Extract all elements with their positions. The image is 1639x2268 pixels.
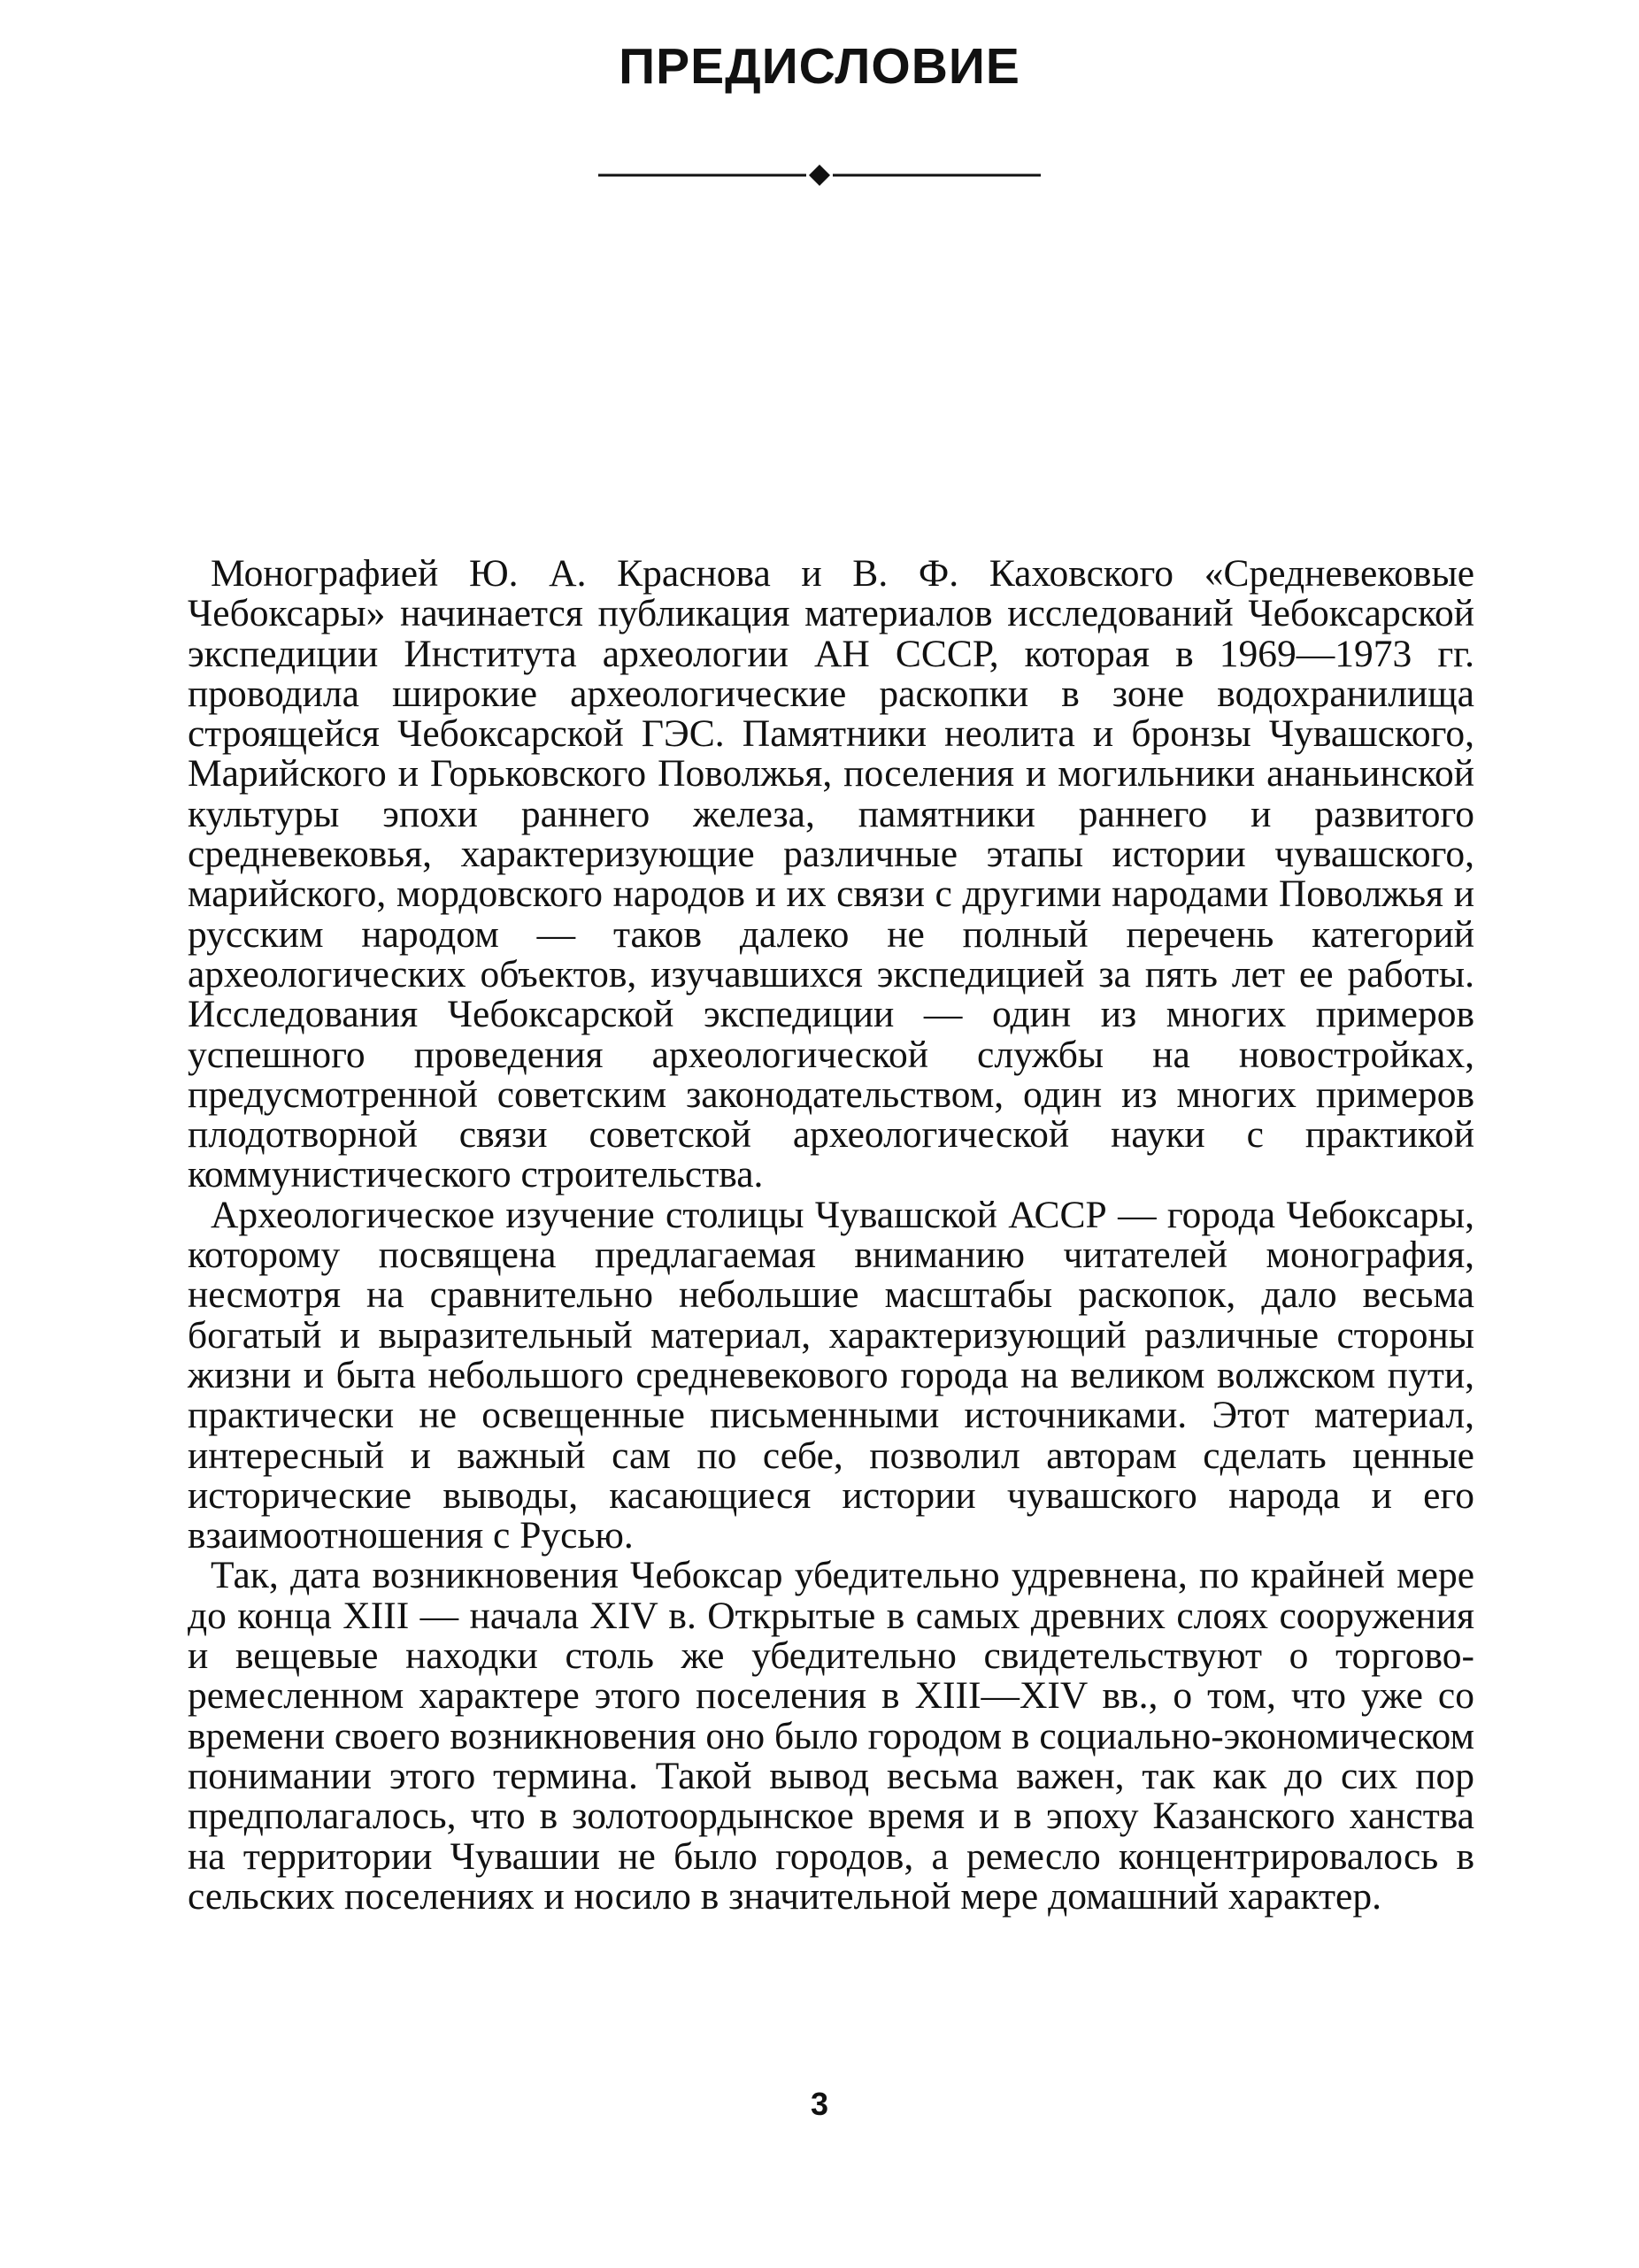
- title-ornament-divider: [598, 162, 1041, 188]
- preface-text: [188, 554, 1474, 1917]
- paragraph-2: Археологическое изучение столицы Чувашской АССР — города Чебоксары, которому посвящена предлагаемая вниманию читателей монография, несмотря на сравнительно небольшие масштабы раскопок, дало весьма богатый и выразительный материал, характеризующий различные стороны жизни и быта небольшого средневекового города на великом волжском пути, практически не освещенные письменными источниками. Этот материал, интересный и важный сам по себе, позволил авторам сделать ценные исторические выводы, касающиеся истории чувашского народа и его взаимоотношения с Русью.: [188, 1193, 1474, 1557]
- paragraph-3: Так, дата возникновения Чебоксар убедительно удревнена, по крайней мере до конца XIII — начала XIV в. Открытые в самых древних слоях сооружения и вещевые находки столь же убедительно свидетельствуют о торгово-ремесленном характере этого поселения в XIII—XIV вв., о том, что уже со времени своего возникновения оно было городом в социально-экономическом понимании этого термина. Такой вывод весьма важен, так как до сих пор предполагалось, что в золотоордынское время и в эпоху Казанского ханства на территории Чувашии не было городов, а ремесло концентрировалось в сельских поселениях и носило в значительной мере домашний характер.: [188, 1554, 1474, 1918]
- ornament-diamond: [809, 165, 830, 186]
- page-number: 3: [810, 2086, 829, 2122]
- page-title: ПРЕДИСЛОВИЕ: [619, 38, 1020, 95]
- paragraph-1: Монографией Ю. А. Краснова и В. Ф. Каховского «Средневековые Чебоксары» начинается публикация материалов исследований Чебоксарской экспедиции Института археологии АН СССР, которая в 1969—1973 гг. проводила широкие археологические раскопки в зоне водохранилища строящейся Чебоксарской ГЭС. Памятники неолита и бронзы Чувашского, Марийского и Горьковского Поволжья, поселения и могильники ананьинской культуры эпохи раннего железа, памятники раннего и развитого средневековья, характеризующие различные этапы истории чувашского, марийского, мордовского народов и их связи с другими народами Поволжья и русским народом — таков далеко не полный перечень категорий археологических объектов, изучавшихся экспедицией за пять лет ее работы. Исследования Чебоксарской экспедиции — один из многих примеров успешного проведения археологической службы на новостройках, предусмотренной советским законодательством, один из многих примеров плодотворной связи советской археологической науки с практикой коммунистического строительства.: [188, 552, 1474, 1196]
